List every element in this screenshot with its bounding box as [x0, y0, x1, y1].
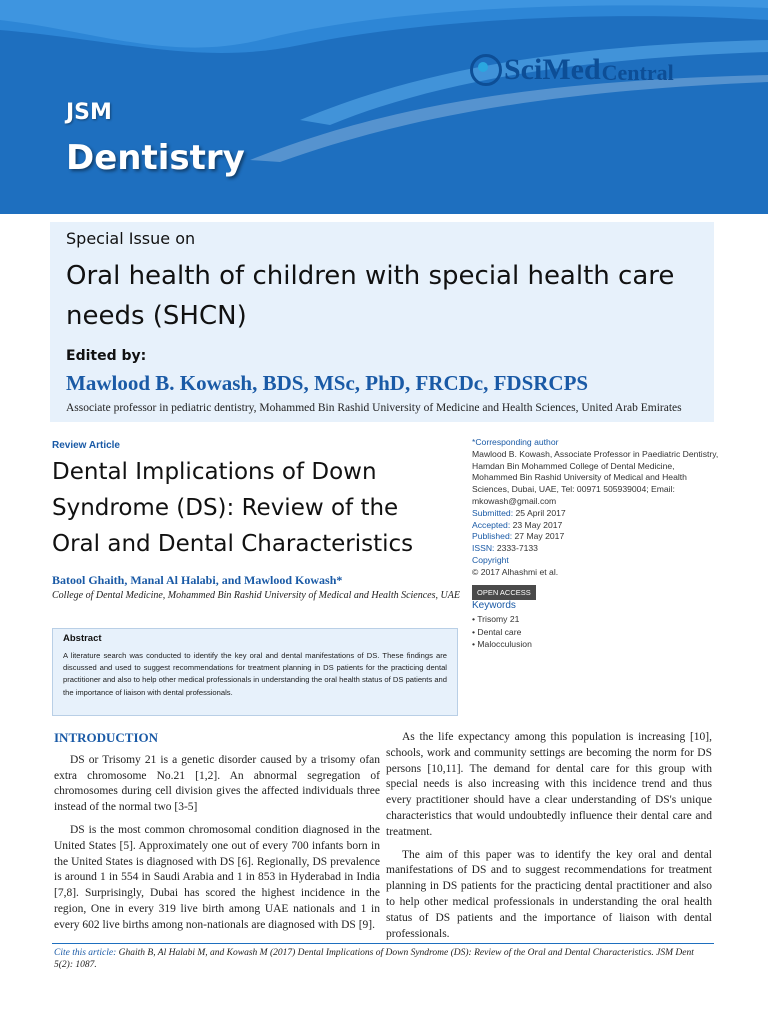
journal-abbrev: JSM [66, 100, 112, 125]
open-access-badge: OPEN ACCESS [472, 585, 536, 601]
corresponding-author-text: Mawlood B. Kowash, Associate Professor in Paediatric Dentistry, Hamdan Bin Mohammed College of Dental Medicine, Mohammed Bin Rashid University of Medical and Health Sciences, Dubai, UAE, Tel: 00971 505939004; Email: mkowash@gmail.com [472, 448, 719, 506]
article-authors: Batool Ghaith, Manal Al Halabi, and Mawlood Kowash* [52, 573, 343, 587]
body-column-right [386, 730, 712, 949]
keyword-item: • Malocculusion [472, 639, 532, 650]
citation [54, 947, 714, 971]
submitted-label: Submitted: [472, 507, 514, 518]
accepted-date: 23 May 2017 [512, 519, 563, 530]
published-date: 27 May 2017 [514, 531, 565, 542]
submitted-date: 25 April 2017 [515, 507, 566, 518]
citation-label: Cite this article: [54, 948, 117, 958]
body-paragraph: DS is the most common chromosomal condition diagnosed in the United States [5]. Approximately one out of every 700 infants born in the United States is diagnosed with DS [6]. Regionally, DS prevalence is around 1 in 554 in Saudi Arabia and 1 in 853 in Hyderabad in India [7,8]. Surprisingly, Dubai has scored the highest incidence in the region, One in every 319 live birth among UAE nationals and 1 in every 602 live births among non-nationals are diagnosed with DS [9]. [54, 823, 380, 931]
copyright-label: Copyright [472, 554, 509, 565]
published-label: Published: [472, 531, 513, 542]
body-column-left [54, 730, 380, 941]
logo-text-central: Central [601, 60, 674, 85]
abstract-heading: Abstract [63, 633, 102, 644]
body-paragraph: DS or Trisomy 21 is a genetic disorder caused by a trisomy ofan extra chromosome No.21 [1,2]. An abnormal segregation of chromosomes during cell division gives the affected individuals three instead of the normal two [3-5] [54, 753, 380, 814]
submitted-line [472, 508, 722, 520]
editor-affiliation: Associate professor in pediatric dentistry, Mohammed Bin Rashid University of Medicine and Health Sciences, United Arab Emirates [66, 402, 682, 414]
keyword-item: • Dental care [472, 626, 522, 637]
logo-icon [470, 54, 502, 86]
footer-divider [52, 943, 714, 944]
header-swoosh [0, 0, 768, 214]
special-issue-title: Oral health of children with special health care needs (SHCN) [66, 261, 675, 331]
abstract-box [52, 628, 458, 716]
logo-text-scimed: SciMed [504, 53, 601, 86]
issn-line [472, 543, 722, 555]
published-line [472, 531, 722, 543]
keyword-item: • Trisomy 21 [472, 614, 520, 625]
accepted-line [472, 520, 722, 532]
body-paragraph: The aim of this paper was to identify the key oral and dental manifestations of DS and to suggest recommendations for treatment planning in DS patients for the practicing dental practitioner and also to help other medical professionals in understanding the oral health status of DS patients and the importance of liaison with dental professionals. [386, 848, 712, 940]
citation-text: Ghaith B, Al Halabi M, and Kowash M (2017) Dental Implications of Down Syndrome (DS): Review of the Oral and Dental Characteristics. JSM Dent 5(2): 1087. [54, 948, 694, 970]
corresponding-author-heading: *Corresponding author [472, 437, 559, 447]
journal-name: Dentistry [66, 138, 245, 178]
keywords-heading: Keywords [472, 600, 516, 612]
keywords-list [472, 613, 722, 651]
body-paragraph: As the life expectancy among this population is increasing [10], schools, work and community settings are becoming the norm for DS persons [10,11]. The demand for dental care for this group with special needs is also increasing with this incidence trend and thus every practitioner should have a clear understanding of DS's unique characteristics that would undoubtedly influence their dental care and treatment. [386, 731, 712, 838]
article-type: Review Article [52, 440, 120, 451]
accepted-label: Accepted: [472, 519, 511, 530]
issn-label: ISSN: [472, 543, 495, 554]
author-affiliation: College of Dental Medicine, Mohammed Bin Rashid University of Medical and Health Sciences, UAE [52, 590, 460, 601]
abstract-text: A literature search was conducted to identify the key oral and dental manifestations of DS. These findings are discussed and used to suggest recommendations for treatment planning in DS patients for the practicing dental practitioner and also to help other medical professionals in understanding the oral health status of DS patients and the importance of liaison with dental professionals. [63, 651, 447, 697]
editor-name: Mawlood B. Kowash, BDS, MSc, PhD, FRCDc, FDSRCPS [66, 371, 589, 395]
journal-header [0, 0, 768, 214]
introduction-heading: INTRODUCTION [54, 730, 159, 745]
copyright-text: © 2017 Alhashmi et al. [472, 566, 559, 577]
issn-value: 2333-7133 [496, 543, 538, 554]
edited-by-label: Edited by: [66, 348, 147, 364]
scimedcentral-logo[interactable] [470, 50, 674, 90]
article-title: Dental Implications of Down Syndrome (DS): Review of the Oral and Dental Characteristics [52, 459, 414, 557]
special-issue-label: Special Issue on [66, 229, 196, 248]
article-info-sidebar [472, 437, 722, 651]
